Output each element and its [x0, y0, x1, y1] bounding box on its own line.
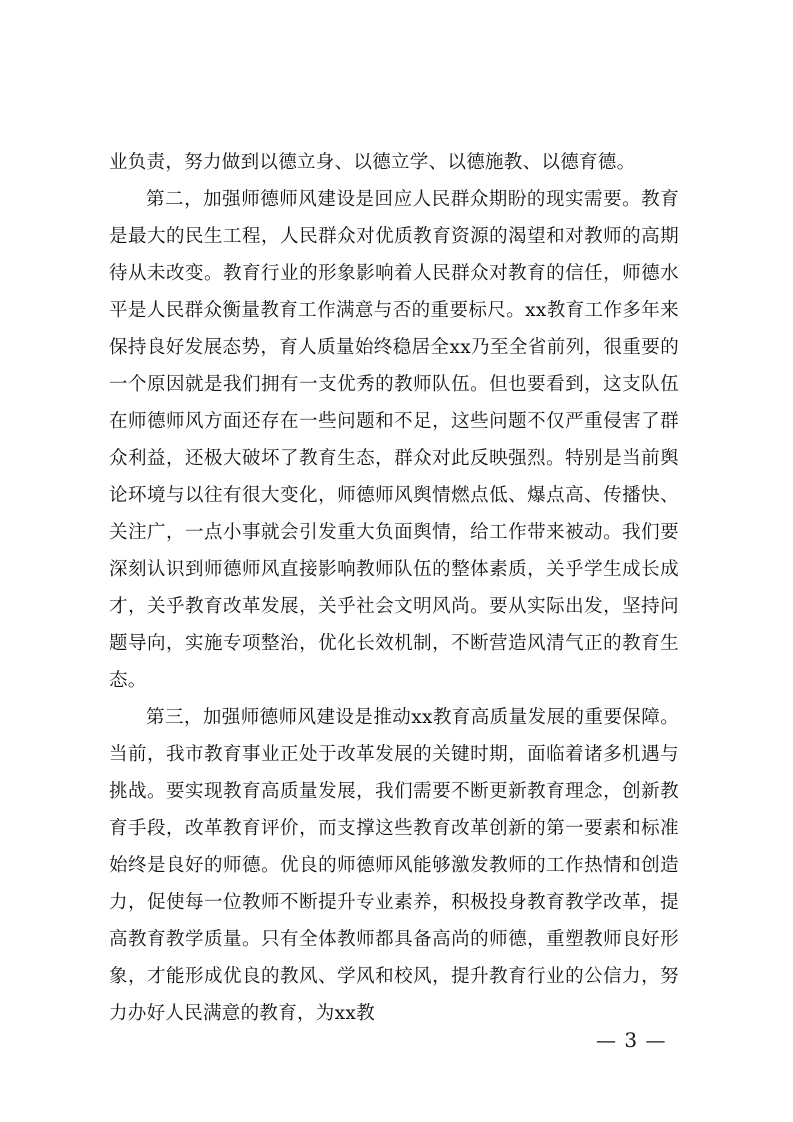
- paragraph-third-point: 第三，加强师德师风建设是推动xx教育高质量发展的重要保障。当前，我市教育事业正处于改革发展的关键时期，面临着诸多机遇与挑战。要实现教育高质量发展，我们需要不断更新教育理念，创新教育手段，改革教育评价，而支撑这些教育改革创新的第一要素和标准始终是良好的师德。优良的师德师风能够激发教师的工作热情和创造力，促使每一位教师不断提升专业素养，积极投身教育教学改革，提高教育教学质量。只有全体教师都具备高尚的师德，重塑教师良好形象，才能形成优良的教风、学风和校风，提升教育行业的公信力，努力办好人民满意的教育，为xx教: [109, 707, 679, 1024]
- paragraph-continuation: 业负责，努力做到以德立身、以德立学、以德施教、以德育德。: [109, 152, 636, 173]
- paragraph-second-point: 第二，加强师德师风建设是回应人民群众期盼的现实需要。教育是最大的民生工程，人民群众对优质教育资源的渴望和对教师的高期待从未改变。教育行业的形象影响着人民群众对教育的信任，师德水平是人民群众衡量教育工作满意与否的重要标尺。xx教育工作多年来保持良好发展态势，育人质量始终稳居全xx乃至全省前列，很重要的一个原因就是我们拥有一支优秀的教师队伍。但也要看到，这支队伍在师德师风方面还存在一些问题和不足，这些问题不仅严重侵害了群众利益，还极大破坏了教育生态，群众对此反映强烈。特别是当前舆论环境与以往有很大变化，师德师风舆情燃点低、爆点高、传播快、关注广，一点小事就会引发重大负面舆情，给工作带来被动。我们要深刻认识到师德师风直接影响教师队伍的整体素质，关乎学生成长成才，关乎教育改革发展，关乎社会文明风尚。要从实际出发，坚持问题导向，实施专项整治，优化长效机制，不断营造风清气正的教育生态。: [109, 189, 679, 691]
- body-text: [109, 144, 679, 1032]
- page-number: — 3 —: [596, 1028, 667, 1052]
